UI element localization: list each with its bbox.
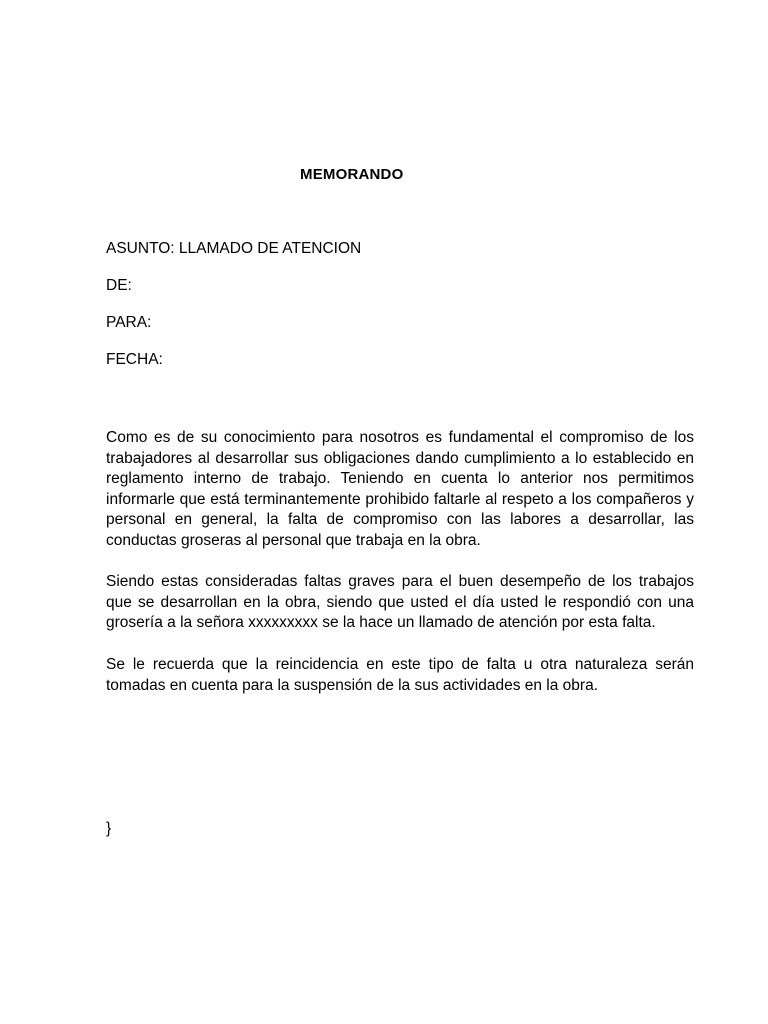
- to-field: PARA:: [106, 314, 152, 331]
- body-paragraph-1: Como es de su conocimiento para nosotros es fundamental el compromiso de los trabajadores al desarrollar sus obligaciones dando cumplimiento a lo establecido en reglamento interno de trabajo. Teniendo en cuenta lo anterior nos permitimos informarle que está terminantemente prohibido faltarle al respeto a los compañeros y personal en general, la falta de compromiso con las labores a desarrollar, las conductas groseras al personal que trabaja en la obra.: [106, 429, 694, 549]
- date-field: FECHA:: [106, 351, 163, 368]
- subject-field: ASUNTO: LLAMADO DE ATENCION: [106, 240, 362, 257]
- from-field: DE:: [106, 277, 132, 294]
- document-title: MEMORANDO: [300, 166, 404, 183]
- body-paragraph-2: Siendo estas consideradas faltas graves para el buen desempeño de los trabajos que se desarrollan en la obra, siendo que usted el día usted le respondió con una grosería a la señora xxxxxxxxx se la hace un llamado de atención por esta falta.: [106, 573, 694, 632]
- closing-brace: }: [106, 820, 112, 837]
- body-paragraph-3: Se le recuerda que la reincidencia en este tipo de falta u otra naturaleza serán tomadas en cuenta para la suspensión de la sus actividades en la obra.: [106, 656, 694, 694]
